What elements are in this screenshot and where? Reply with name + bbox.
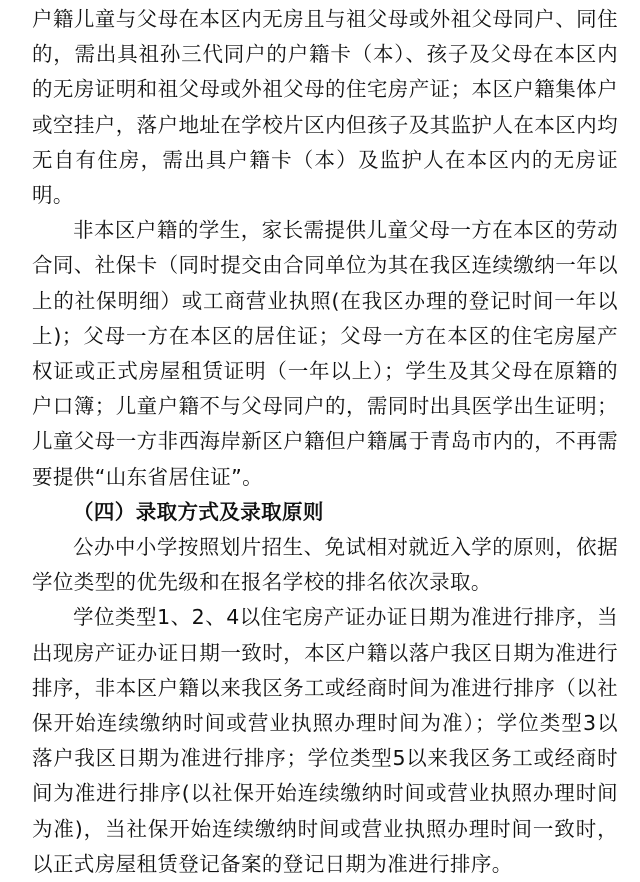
paragraph-non-local-requirements: 非本区户籍的学生，家长需提供儿童父母一方在本区的劳动合同、社保卡（同时提交由合同单位为其在我区连续缴纳一年以上的社保明细）或工商营业执照(在我区办理的登记时间一年以上)；父母一方在本区的居住证；父母一方在本区的住宅房屋产权证或正式房屋租赁证明（一年以上）；学生及其父母在原籍的户口簿；儿童户籍不与父母同户的，需同时出具医学出生证明；儿童父母一方非西海岸新区户籍但户籍属于青岛市内的，不再需要提供“山东省居住证”。 <box>32 218 618 489</box>
paragraph-admission-principle: 公办中小学按照划片招生、免试相对就近入学的原则，依据学位类型的优先级和在报名学校的排名依次录取。 <box>32 535 618 595</box>
paragraph-household-proof: 户籍儿童与父母在本区内无房且与祖父母或外祖父母同户、同住的，需出具祖孙三代同户的户籍卡（本）、孩子及父母在本区内的无房证明和祖父母或外祖父母的住宅房产证；本区户籍集体户或空挂户，落户地址在学校片区内但孩子及其监护人在本区内均无自有住房，需出具户籍卡（本）及监护人在本区内的无房证明。 <box>32 7 618 208</box>
section-heading-admission: （四）录取方式及录取原则 <box>73 499 324 524</box>
paragraph-ranking-rules: 学位类型1、2、4以住宅房产证办证日期为准进行排序，当出现房产证办证日期一致时，本区户籍以落户我区日期为准进行排序，非本区户籍以来我区务工或经商时间为准进行排序（以社保开始连续缴纳时间或营业执照办理时间为准）；学位类型3以落户我区日期为准进行排序；学位类型5以来我区务工或经商时间为准进行排序(以社保开始连续缴纳时间或营业执照办理时间为准)，当社保开始连续缴纳时间或营业执照办理时间一致时，以正式房屋租赁登记备案的登记日期为准进行排序。 <box>32 605 618 876</box>
